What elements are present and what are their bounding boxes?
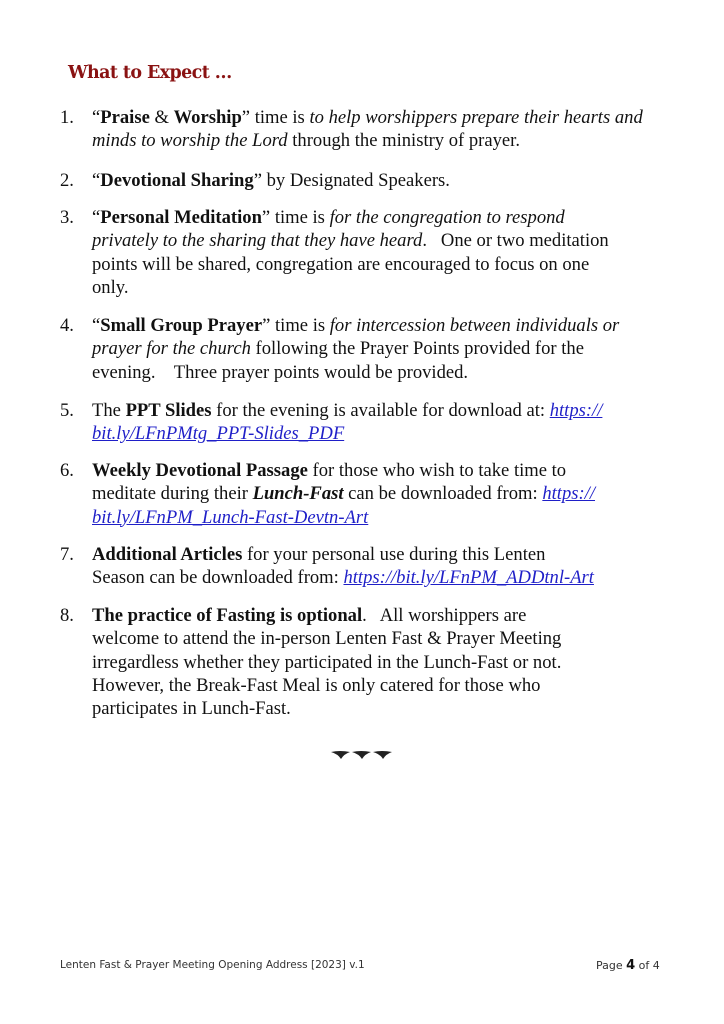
list-number: 2. — [60, 170, 74, 191]
list-item-text — [92, 206, 672, 299]
bold-text: The practice of Fasting is optional — [92, 605, 363, 626]
list-number: 6. — [60, 460, 74, 481]
text-line — [92, 627, 672, 650]
download-link[interactable]: bit.ly/LFnPM_Lunch-Fast-Devtn-Art — [92, 506, 369, 528]
text-line — [92, 566, 672, 589]
list-number: 8. — [60, 605, 74, 626]
list-item-text — [92, 399, 672, 446]
page-sep: of — [635, 959, 653, 972]
italic-text: prayer for the church — [92, 338, 251, 360]
plain-text: ” time is — [241, 107, 310, 128]
text-line — [92, 543, 672, 566]
wing-ornament-divider-icon — [330, 748, 394, 762]
plain-text: ” by Designated Speakers. — [253, 170, 450, 191]
footer-document-title: Lenten Fast & Prayer Meeting Opening Address [2023] v.1 — [60, 959, 365, 971]
text-line — [92, 506, 672, 529]
text-line — [92, 604, 672, 627]
list-number: 1. — [60, 107, 74, 128]
section-heading: What to Expect … — [68, 63, 232, 83]
download-link[interactable]: https://bit.ly/LFnPM_ADDtnl-Art — [343, 567, 594, 589]
plain-text: “ — [92, 107, 101, 128]
bold-text: Small Group Prayer — [100, 315, 263, 336]
bold-text: Weekly Devotional Passage — [92, 460, 308, 481]
text-line — [92, 482, 672, 505]
bold-text: Praise — [100, 107, 150, 128]
list-item-text — [92, 543, 672, 590]
text-line — [92, 674, 672, 697]
page-total: 4 — [652, 959, 660, 972]
plain-text: . All worshippers are — [362, 605, 527, 626]
text-line — [92, 459, 672, 482]
plain-text: “ — [92, 315, 101, 336]
list-number: 7. — [60, 544, 74, 565]
plain-text: . One or two meditation — [422, 230, 609, 252]
text-line — [92, 651, 672, 674]
list-item-text — [92, 169, 672, 192]
text-line — [92, 253, 672, 276]
text-line — [92, 399, 672, 422]
plain-text: However, the Break-Fast Meal is only catered for those who — [92, 674, 541, 696]
list-item-text — [92, 106, 672, 153]
plain-text: for the evening is available for download at: — [211, 400, 550, 421]
plain-text: “ — [92, 170, 101, 191]
text-line — [92, 697, 672, 720]
list-number: 3. — [60, 207, 74, 228]
plain-text: ” time is — [261, 207, 330, 228]
plain-text: “ — [92, 207, 101, 228]
plain-text: meditate during their — [92, 483, 253, 505]
plain-text: through the ministry of prayer. — [287, 130, 520, 152]
download-link[interactable]: https:// — [542, 483, 596, 505]
list-item-text — [92, 314, 672, 384]
bold-text: Worship — [173, 107, 242, 128]
text-line — [92, 106, 672, 129]
footer-page-number — [596, 958, 660, 973]
plain-text: & — [149, 107, 174, 128]
list-number: 4. — [60, 315, 74, 336]
plain-text: Season can be downloaded from: — [92, 567, 344, 589]
bold-text: Devotional Sharing — [100, 170, 254, 191]
bold-italic-text: Lunch-Fast — [252, 483, 344, 505]
page-prefix: Page — [596, 959, 627, 972]
bold-text: PPT Slides — [125, 400, 212, 421]
bold-text: Additional Articles — [92, 544, 243, 565]
plain-text: only. — [92, 276, 129, 298]
text-line — [92, 169, 672, 192]
plain-text: irregardless whether they participated in the Lunch-Fast or not. — [92, 651, 562, 673]
text-line — [92, 206, 672, 229]
plain-text: for those who wish to take time to — [307, 460, 567, 481]
list-item-text — [92, 604, 672, 720]
page-current: 4 — [626, 958, 636, 973]
plain-text: points will be shared, congregation are encouraged to focus on one — [92, 253, 590, 275]
download-link[interactable]: https:// — [549, 400, 603, 421]
text-line — [92, 422, 672, 445]
plain-text: following the Prayer Points provided for the — [250, 338, 584, 360]
text-line — [92, 276, 672, 299]
list-item-text — [92, 459, 672, 529]
text-line — [92, 337, 672, 360]
italic-text: to help worshippers prepare their hearts and — [309, 107, 643, 128]
plain-text: evening. Three prayer points would be provided. — [92, 361, 469, 383]
italic-text: privately to the sharing that they have heard — [92, 230, 423, 252]
plain-text: ” time is — [262, 315, 330, 336]
list-number: 5. — [60, 400, 74, 421]
plain-text: can be downloaded from: — [343, 483, 543, 505]
text-line — [92, 314, 672, 337]
italic-text: minds to worship the Lord — [92, 130, 288, 152]
italic-text: for the congregation to respond — [329, 207, 565, 228]
plain-text: The — [92, 400, 126, 421]
text-line — [92, 229, 672, 252]
text-line — [92, 129, 672, 152]
italic-text: for intercession between individuals or — [329, 315, 620, 336]
plain-text: for your personal use during this Lenten — [242, 544, 546, 565]
plain-text: welcome to attend the in-person Lenten Fast & Prayer Meeting — [92, 628, 562, 650]
download-link[interactable]: bit.ly/LFnPMtg_PPT-Slides_PDF — [92, 423, 345, 445]
text-line — [92, 361, 672, 384]
bold-text: Personal Meditation — [100, 207, 262, 228]
plain-text: participates in Lunch-Fast. — [92, 698, 291, 720]
